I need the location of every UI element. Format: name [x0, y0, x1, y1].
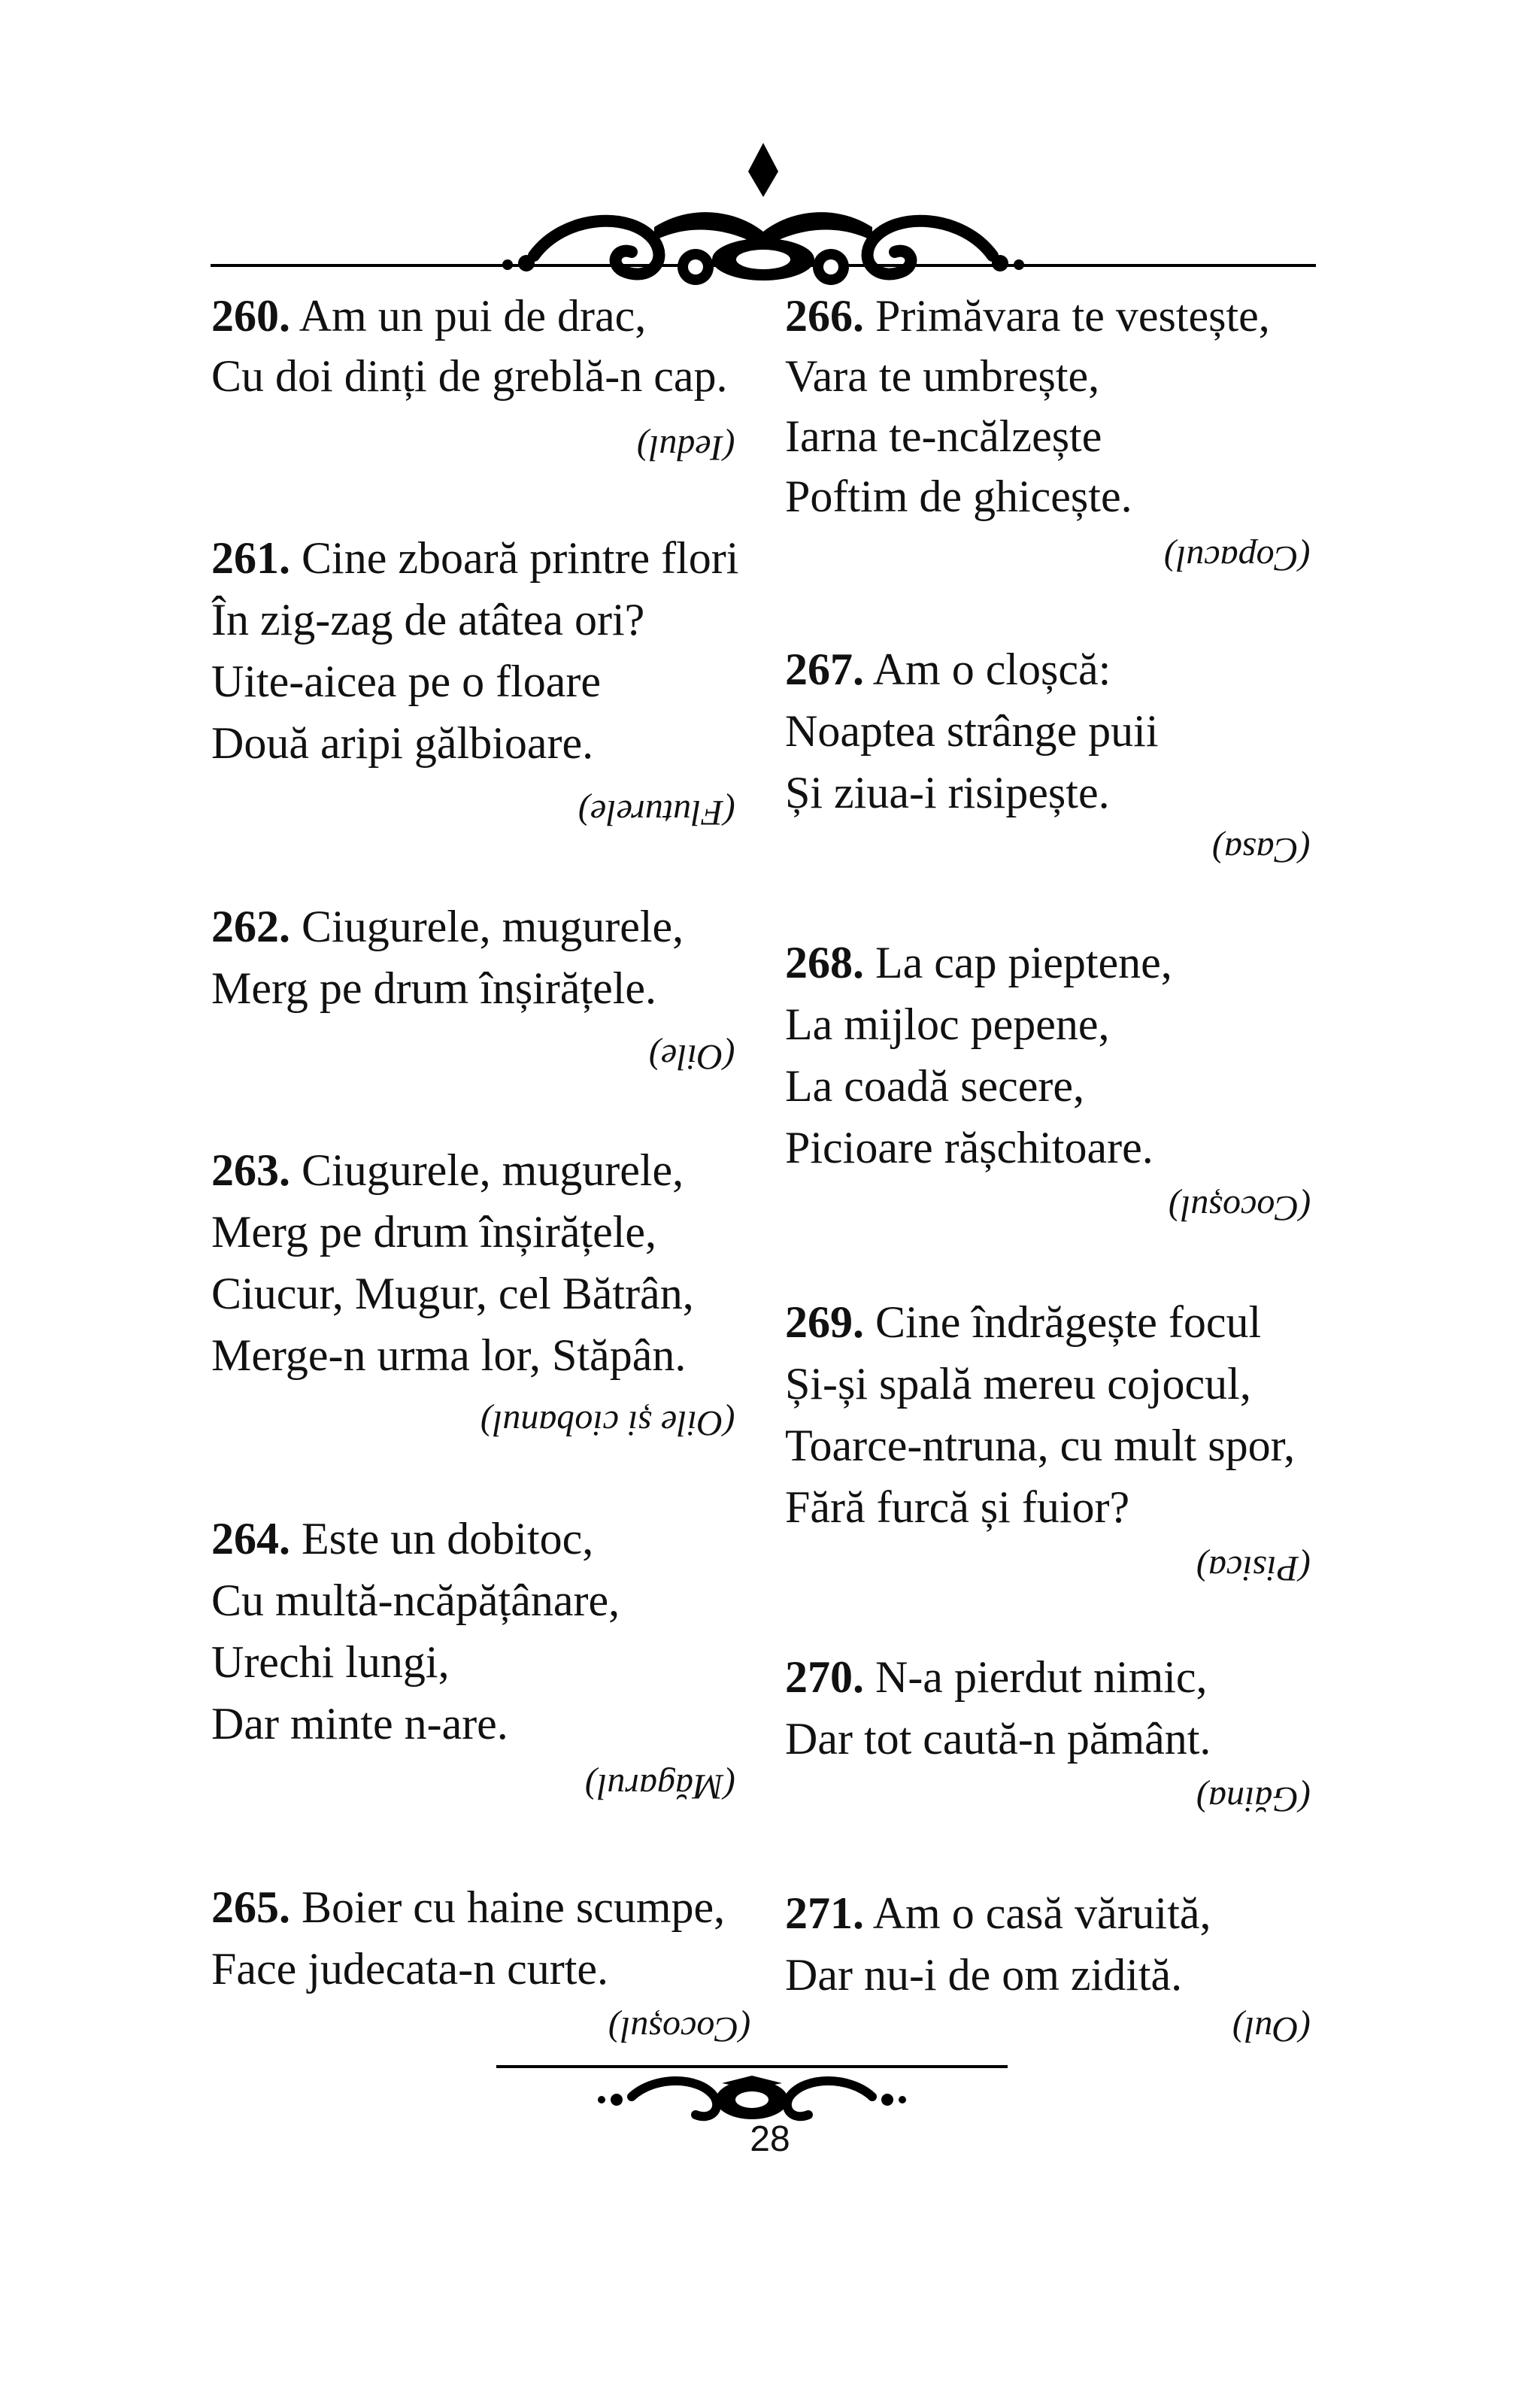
page-number: 28: [750, 2119, 790, 2159]
riddle-number: 264.: [211, 1514, 290, 1563]
riddle-answer: (Copacul): [1164, 538, 1311, 578]
riddle-number: 269.: [785, 1297, 864, 1347]
riddle-line: Poftim de ghicește.: [785, 472, 1132, 521]
riddle-line: 266. Primăvara te vestește,: [785, 291, 1270, 341]
riddle-line: 262. Ciugurele, mugurele,: [211, 902, 684, 951]
riddle-line: Ciucur, Mugur, cel Bătrân,: [211, 1269, 694, 1318]
riddle-answer: (Măgarul): [585, 1767, 735, 1806]
riddle-line: Cu multă-ncăpățânare,: [211, 1576, 620, 1625]
riddle-line: La coadă secere,: [785, 1061, 1085, 1111]
riddle-line: Merg pe drum înșirățele,: [211, 1207, 657, 1257]
riddle-line: Iarna te-ncălzește: [785, 411, 1102, 461]
riddle-line: 268. La cap pieptene,: [785, 938, 1172, 987]
riddle-line: 263. Ciugurele, mugurele,: [211, 1145, 684, 1195]
riddle-number: 262.: [211, 902, 290, 951]
riddle-number: 266.: [785, 291, 864, 341]
riddle-number: 265.: [211, 1882, 290, 1932]
riddle-answer: (Pisica): [1196, 1548, 1311, 1588]
riddle-number: 271.: [785, 1888, 864, 1938]
riddle-number: 263.: [211, 1145, 290, 1195]
riddle-line: 270. N-a pierdut nimic,: [785, 1652, 1208, 1702]
riddle-line: Și ziua-i risipește.: [785, 768, 1110, 817]
top-ornament: [211, 143, 1316, 286]
riddle-line: Face judecata-n curte.: [211, 1944, 609, 1994]
riddle-line: 271. Am o casă văruită,: [785, 1888, 1211, 1938]
riddle-line: Noaptea strânge puii: [785, 706, 1159, 756]
riddle-line: 265. Boier cu haine scumpe,: [211, 1882, 726, 1932]
riddle-line: Dar tot caută-n pământ.: [785, 1714, 1211, 1764]
riddle-answer: (Casa): [1212, 830, 1311, 870]
riddle-answer: (Găina): [1196, 1779, 1311, 1819]
riddle-line: Merge-n urma lor, Stăpân.: [211, 1330, 687, 1380]
riddle-answer: (Cocoșul): [1168, 1188, 1311, 1228]
riddle-number: 260.: [211, 291, 290, 341]
riddle-number: 261.: [211, 533, 290, 583]
riddle-line: Dar nu-i de om zidită.: [785, 1950, 1183, 2000]
riddle-line: În zig-zag de atâtea ori?: [211, 595, 645, 645]
riddle-line: Cu doi dinți de greblă-n cap.: [211, 351, 728, 401]
riddle-line: Dar minte n-are.: [211, 1699, 508, 1748]
riddle-line: 269. Cine îndrăgește focul: [785, 1297, 1262, 1347]
riddle-line: Urechi lungi,: [211, 1637, 450, 1687]
riddle-line: Toarce-ntruna, cu mult spor,: [785, 1421, 1296, 1470]
riddle-line: 261. Cine zboară printre flori: [211, 533, 739, 583]
riddle-line: Vara te umbrește,: [785, 351, 1100, 401]
riddle-line: Uite-aicea pe o floare: [211, 657, 601, 706]
riddle-answer: (Fluturele): [578, 793, 735, 833]
riddle-line: 264. Este un dobitoc,: [211, 1514, 594, 1563]
riddle-line: Picioare rășchitoare.: [785, 1123, 1153, 1172]
riddle-answer: (Oile): [649, 1037, 735, 1077]
riddle-line: 260. Am un pui de drac,: [211, 291, 647, 341]
riddle-number: 268.: [785, 938, 864, 987]
riddle-answer: (Cocoșul): [608, 2009, 750, 2049]
riddle-line: 267. Am o cloșcă:: [785, 645, 1111, 694]
riddle-line: Și-și spală mereu cojocul,: [785, 1359, 1251, 1409]
riddle-line: Două aripi gălbioare.: [211, 718, 594, 768]
riddle-answer: (Oile și ciobanul): [480, 1403, 735, 1443]
riddle-answer: (Oul): [1232, 2009, 1311, 2049]
riddle-answer: (Iedul): [637, 428, 735, 468]
riddle-line: Fără furcă și fuior?: [785, 1482, 1130, 1532]
riddle-number: 267.: [785, 645, 864, 694]
riddle-line: La mijloc pepene,: [785, 999, 1110, 1049]
riddle-line: Merg pe drum înșirățele.: [211, 963, 657, 1013]
riddle-number: 270.: [785, 1652, 864, 1702]
